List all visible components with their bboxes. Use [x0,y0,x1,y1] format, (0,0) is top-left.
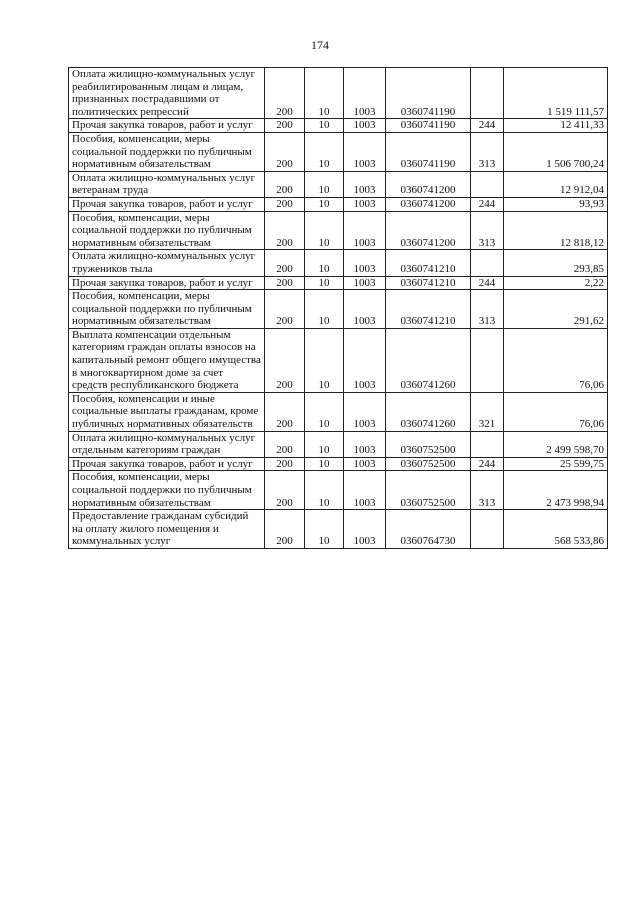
expense-name-cell: Предоставление гражданам субсидий на оплату жилого помещения и коммунальных услуг [69,510,265,549]
target-article-cell: 0360741260 [386,392,471,431]
target-article-cell: 0360741190 [386,68,471,119]
table-row [69,431,608,457]
expense-type-cell: 313 [471,290,504,329]
code-200-cell: 200 [265,471,305,510]
expense-type-cell: 244 [471,197,504,211]
subsection-cell: 1003 [344,119,386,133]
budget-table [68,67,608,549]
amount-cell: 1 519 111,57 [504,68,608,119]
expense-name-cell: Выплата компенсации отдельным категориям граждан оплаты взносов на капитальный ремонт общего имущества в многоквартирном доме за счет средств республиканского бюджета [69,328,265,392]
amount-cell: 293,85 [504,250,608,276]
amount-cell: 76,06 [504,392,608,431]
amount-cell: 2,22 [504,276,608,290]
amount-cell: 2 499 598,70 [504,431,608,457]
section-cell: 10 [305,510,344,549]
code-200-cell: 200 [265,211,305,250]
target-article-cell: 0360741200 [386,211,471,250]
subsection-cell: 1003 [344,457,386,471]
amount-cell: 568 533,86 [504,510,608,549]
target-article-cell: 0360752500 [386,431,471,457]
target-article-cell: 0360741200 [386,197,471,211]
table-row [69,510,608,549]
target-article-cell: 0360752500 [386,457,471,471]
expense-name-cell: Прочая закупка товаров, работ и услуг [69,119,265,133]
code-200-cell: 200 [265,431,305,457]
expense-name-cell: Пособия, компенсации, меры социальной поддержки по публичным нормативным обязательствам [69,471,265,510]
table-row [69,197,608,211]
amount-cell: 12 912,04 [504,171,608,197]
subsection-cell: 1003 [344,211,386,250]
code-200-cell: 200 [265,250,305,276]
amount-cell: 12 411,33 [504,119,608,133]
expense-name-cell: Прочая закупка товаров, работ и услуг [69,457,265,471]
amount-cell: 2 473 998,94 [504,471,608,510]
section-cell: 10 [305,457,344,471]
amount-cell: 291,62 [504,290,608,329]
expense-name-cell: Прочая закупка товаров, работ и услуг [69,197,265,211]
page-number: 174 [311,38,329,52]
section-cell: 10 [305,431,344,457]
amount-cell: 12 818,12 [504,211,608,250]
target-article-cell: 0360741210 [386,290,471,329]
table-row [69,457,608,471]
expense-name-cell: Оплата жилищно-коммунальных услуг тружеников тыла [69,250,265,276]
table-row [69,328,608,392]
target-article-cell: 0360741190 [386,119,471,133]
expense-type-cell [471,250,504,276]
target-article-cell: 0360752500 [386,471,471,510]
amount-cell: 93,93 [504,197,608,211]
expense-type-cell: 313 [471,471,504,510]
code-200-cell: 200 [265,392,305,431]
subsection-cell: 1003 [344,68,386,119]
subsection-cell: 1003 [344,132,386,171]
section-cell: 10 [305,392,344,431]
subsection-cell: 1003 [344,471,386,510]
subsection-cell: 1003 [344,197,386,211]
section-cell: 10 [305,171,344,197]
table-row [69,392,608,431]
table-row [69,250,608,276]
target-article-cell: 0360741210 [386,250,471,276]
subsection-cell: 1003 [344,392,386,431]
expense-name-cell: Пособия, компенсации и иные социальные выплаты гражданам, кроме публичных нормативных обязательств [69,392,265,431]
expense-type-cell [471,171,504,197]
section-cell: 10 [305,68,344,119]
code-200-cell: 200 [265,132,305,171]
section-cell: 10 [305,119,344,133]
code-200-cell: 200 [265,197,305,211]
subsection-cell: 1003 [344,276,386,290]
expense-type-cell [471,328,504,392]
subsection-cell: 1003 [344,328,386,392]
code-200-cell: 200 [265,276,305,290]
table-row [69,290,608,329]
code-200-cell: 200 [265,510,305,549]
section-cell: 10 [305,276,344,290]
table-row [69,471,608,510]
expense-type-cell [471,510,504,549]
subsection-cell: 1003 [344,290,386,329]
budget-table-body [69,68,608,549]
subsection-cell: 1003 [344,431,386,457]
code-200-cell: 200 [265,119,305,133]
target-article-cell: 0360764730 [386,510,471,549]
code-200-cell: 200 [265,290,305,329]
expense-type-cell: 244 [471,119,504,133]
expense-name-cell: Прочая закупка товаров, работ и услуг [69,276,265,290]
table-row [69,68,608,119]
section-cell: 10 [305,250,344,276]
section-cell: 10 [305,290,344,329]
expense-name-cell: Оплата жилищно-коммунальных услуг отдельным категориям граждан [69,431,265,457]
code-200-cell: 200 [265,171,305,197]
target-article-cell: 0360741190 [386,132,471,171]
table-row [69,211,608,250]
code-200-cell: 200 [265,457,305,471]
expense-type-cell: 321 [471,392,504,431]
expense-name-cell: Пособия, компенсации, меры социальной поддержки по публичным нормативным обязательствам [69,290,265,329]
amount-cell: 1 506 700,24 [504,132,608,171]
expense-type-cell: 244 [471,276,504,290]
subsection-cell: 1003 [344,510,386,549]
code-200-cell: 200 [265,328,305,392]
table-row [69,171,608,197]
section-cell: 10 [305,328,344,392]
subsection-cell: 1003 [344,250,386,276]
section-cell: 10 [305,132,344,171]
expense-name-cell: Пособия, компенсации, меры социальной поддержки по публичным нормативным обязательствам [69,132,265,171]
target-article-cell: 0360741260 [386,328,471,392]
subsection-cell: 1003 [344,171,386,197]
expense-name-cell: Оплата жилищно-коммунальных услуг реабилитированным лицам и лицам, признанных пострадавшими от политических репрессий [69,68,265,119]
section-cell: 10 [305,211,344,250]
expense-type-cell [471,68,504,119]
amount-cell: 25 599,75 [504,457,608,471]
table-row [69,119,608,133]
expense-type-cell: 313 [471,211,504,250]
amount-cell: 76,06 [504,328,608,392]
target-article-cell: 0360741210 [386,276,471,290]
section-cell: 10 [305,197,344,211]
expense-type-cell: 244 [471,457,504,471]
expense-type-cell: 313 [471,132,504,171]
target-article-cell: 0360741200 [386,171,471,197]
section-cell: 10 [305,471,344,510]
table-row [69,132,608,171]
expense-name-cell: Пособия, компенсации, меры социальной поддержки по публичным нормативным обязательствам [69,211,265,250]
expense-name-cell: Оплата жилищно-коммунальных услуг ветеранам труда [69,171,265,197]
code-200-cell: 200 [265,68,305,119]
table-row [69,276,608,290]
expense-type-cell [471,431,504,457]
